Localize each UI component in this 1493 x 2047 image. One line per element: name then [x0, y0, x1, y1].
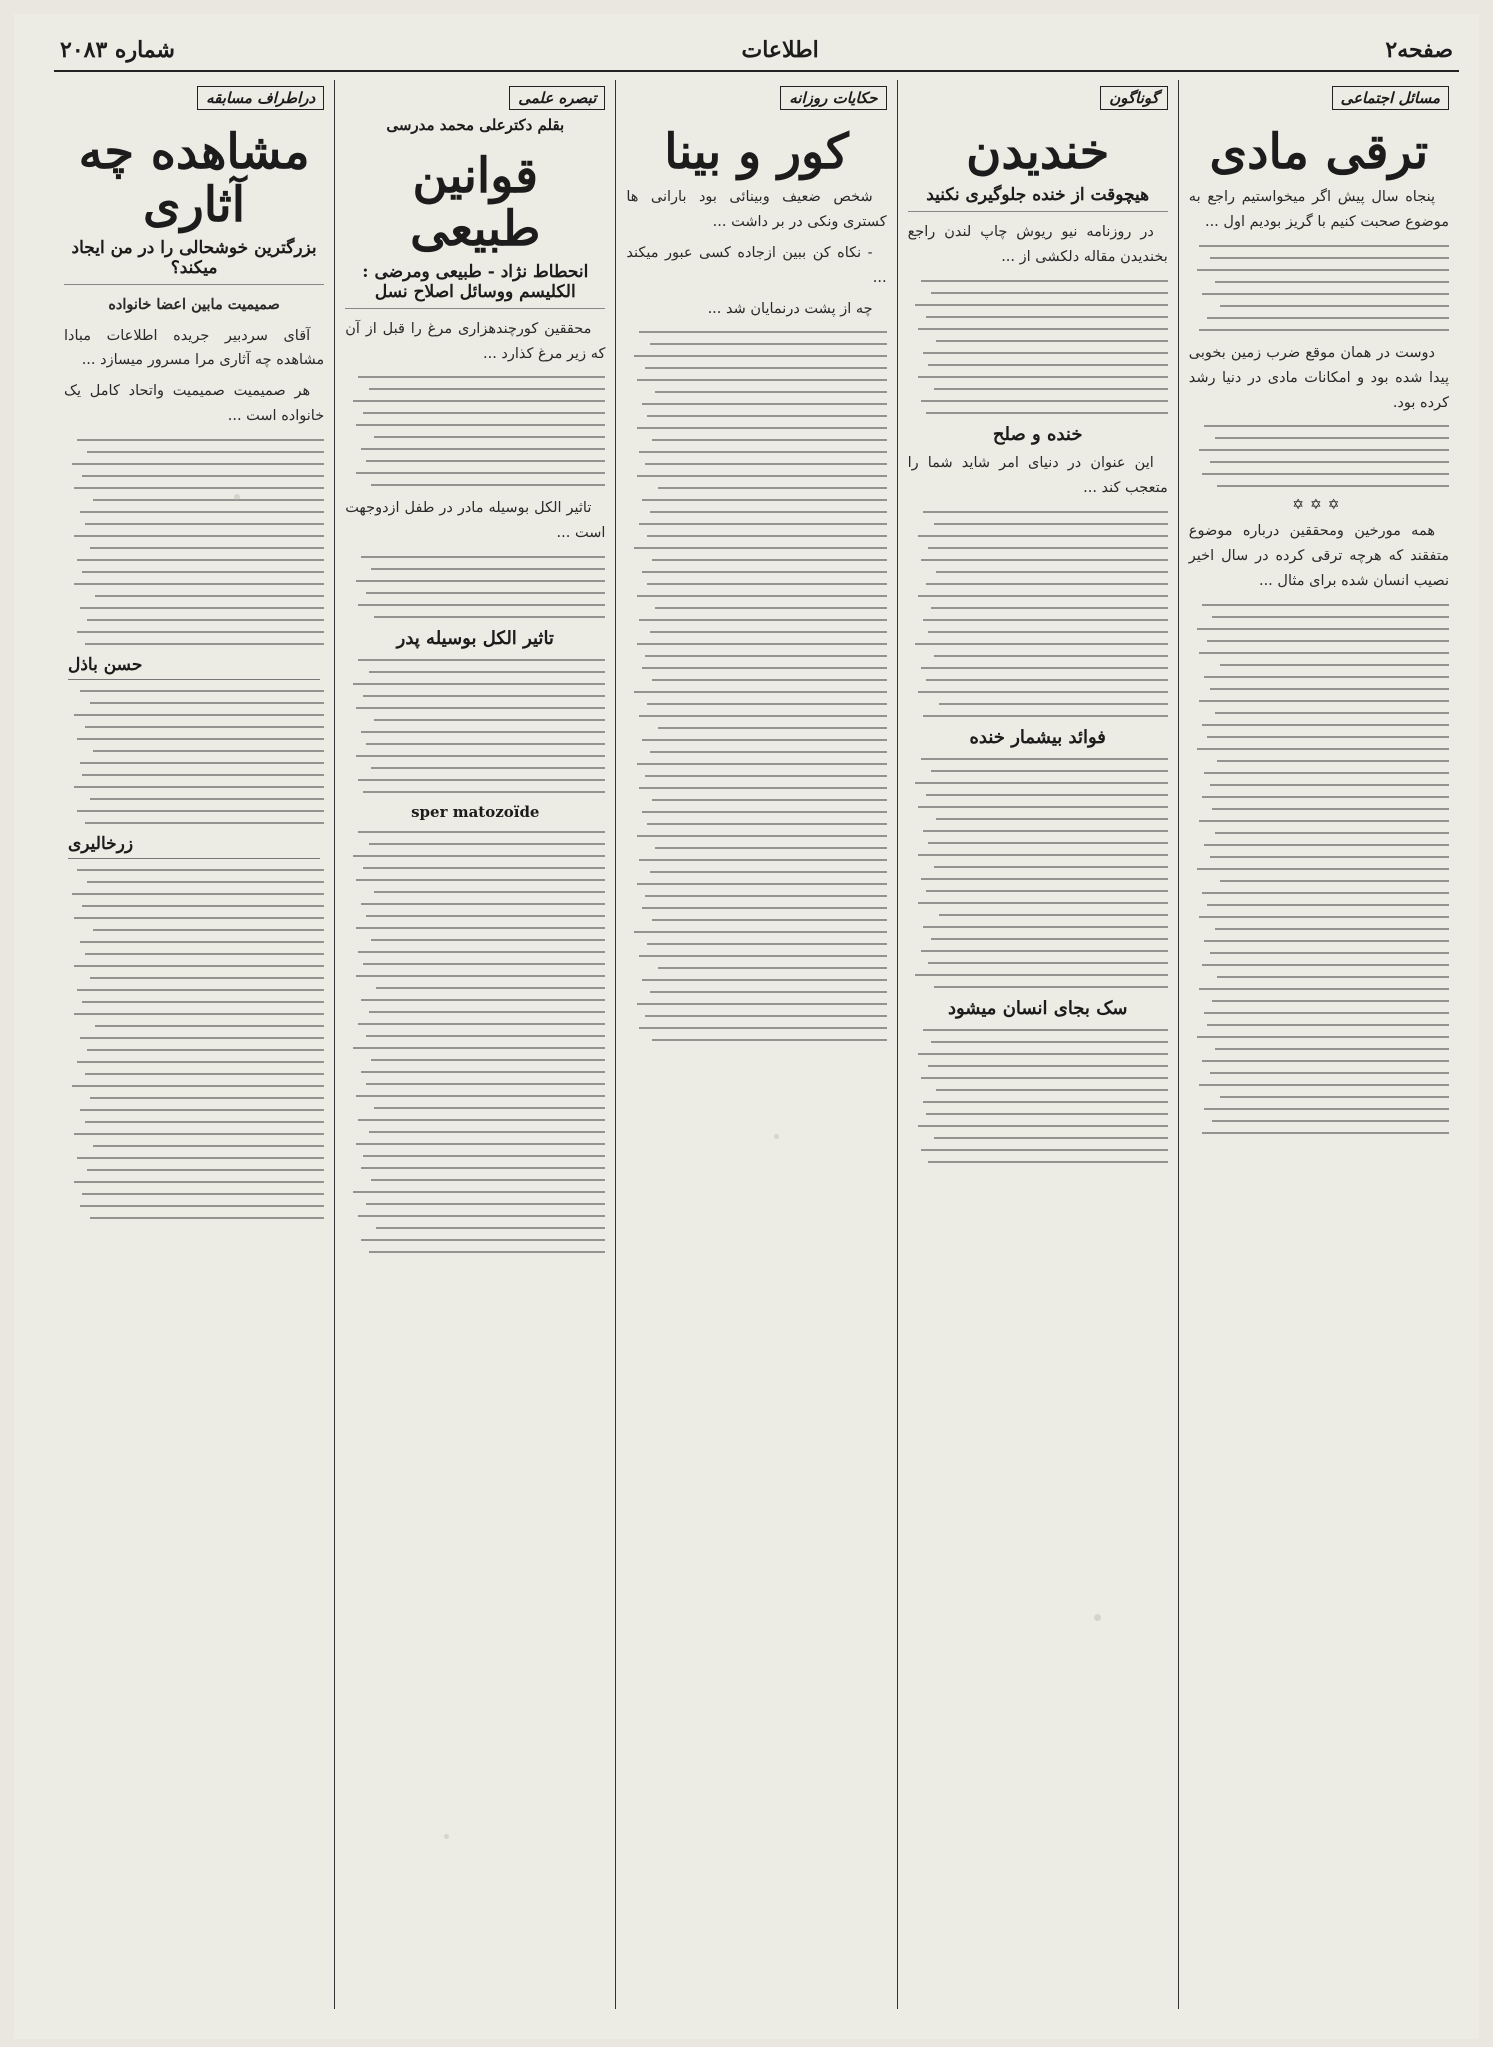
paragraph: تاثیر الکل بوسیله مادر در طفل ازدوجهت است ... — [345, 500, 606, 542]
paragraph: در روزنامه نیو ریوش چاپ لندن راجع بخندیدن مقاله دلکشی از ... — [907, 223, 1168, 265]
article-body — [64, 293, 324, 430]
paragraph: هر صمیمیت صمیمیت واتحاد کامل یک خانواده است ... — [63, 383, 325, 425]
column-title: ترقی مادی — [1209, 124, 1429, 180]
issue-number: شماره ۲۰۸۳ — [60, 37, 175, 63]
column-title: کور و بینا — [664, 124, 849, 180]
column-subtitle: هیچوقت از خنده جلوگیری نکنید — [908, 185, 1168, 212]
text-lines — [908, 280, 1168, 414]
column-laughing — [897, 80, 1178, 2009]
author-byline: حسن باذل — [68, 655, 320, 680]
column-title: مشاهده چه آثاری — [78, 124, 310, 233]
column-natural-laws — [334, 80, 615, 2009]
page-number: صفحه۲ — [1385, 37, 1453, 63]
section-header: سک بجای انسان میشود — [947, 997, 1128, 1019]
column-label: گوناگون — [1100, 86, 1168, 110]
article-body — [626, 185, 886, 322]
text-lines — [64, 690, 324, 824]
text-lines — [1189, 245, 1449, 331]
paper-speck — [1094, 1614, 1101, 1621]
article-body — [1189, 185, 1449, 235]
paper-name: اطلاعات — [741, 37, 819, 63]
text-lines — [1189, 425, 1449, 487]
column-label: مسائل اجتماعی — [1332, 86, 1449, 110]
column-label: تبصره علمی — [509, 86, 605, 110]
text-lines — [345, 831, 605, 1253]
column-subtitle: انحطاط نژاد - طبیعی ومرضی : الکلیسم ووسائل اصلاح نسل — [345, 262, 605, 309]
column-title: قوانین طبیعی — [410, 148, 541, 257]
paragraph: همه مورخین ومحققین درباره موضوع متفقند که هرچه ترقی کرده در سال اخیر نصیب انسان شده برای مثال ... — [1188, 523, 1449, 590]
article-body — [908, 220, 1168, 270]
paragraph: پنجاه سال پیش اگر میخواستیم راجع به موضوع صحبت کنیم با گریز بودیم اول ... — [1188, 188, 1449, 230]
text-lines — [1189, 604, 1449, 1134]
paragraph: صمیمیت مابین اعضا خانواده — [108, 295, 280, 313]
paper-speck — [234, 494, 240, 500]
article-body — [1189, 341, 1449, 416]
article-body — [345, 317, 605, 367]
divider-stars: ✡✡✡ — [1292, 497, 1346, 514]
column-label: حکایات روزانه — [780, 86, 886, 110]
article-body — [345, 496, 605, 546]
paragraph: محققین کورچندهزاری مرغ را قبل از آن که زیر مرغ کذارد ... — [345, 320, 606, 362]
article-body — [1189, 519, 1449, 594]
text-lines — [345, 376, 605, 486]
section-header: خنده و صلح — [992, 423, 1083, 445]
paper-speck — [444, 1834, 449, 1839]
column-contest — [54, 80, 334, 2009]
text-lines — [908, 758, 1168, 988]
paragraph: آقای سردبیر جریده اطلاعات مبادا مشاهده چه آثاری مرا مسرور میسازد ... — [63, 327, 325, 369]
article-body — [908, 451, 1168, 501]
newspaper-page — [14, 14, 1479, 2039]
column-blind-and-seeing — [615, 80, 896, 2009]
text-lines — [908, 511, 1168, 717]
section-header: sper matozoïde — [411, 803, 540, 822]
section-header: تاثیر الکل بوسیله پدر — [396, 628, 554, 650]
paragraph: - نکاه کن ببین ازجاده کسی عبور میکند ... — [626, 244, 887, 286]
section-header: فوائد بیشمار خنده — [969, 726, 1106, 748]
text-lines — [626, 331, 886, 1041]
paper-speck — [774, 1134, 779, 1139]
paragraph: شخص ضعیف وبینائی بود بارانی ها کستری ونکی در بر داشت ... — [626, 188, 887, 230]
text-lines — [345, 659, 605, 793]
column-title: خندیدن — [966, 124, 1110, 180]
text-lines — [345, 556, 605, 618]
paragraph: چه از پشت درنمایان شد ... — [707, 300, 873, 317]
column-material-progress — [1178, 80, 1459, 2009]
author-kicker: بقلم دکترعلی محمد مدرسی — [386, 116, 565, 134]
text-lines — [908, 1029, 1168, 1163]
column-label: دراطراف مسابقه — [197, 86, 324, 110]
text-lines — [64, 439, 324, 645]
column-subtitle: بزرگترین خوشحالی را در من ایجاد میکند؟ — [64, 238, 324, 285]
paragraph: دوست در همان موقع ضرب زمین بخوبی پیدا شده بود و امکانات مادی در دنیا رشد کرده بود. — [1188, 344, 1449, 411]
author-byline: زرخالیری — [68, 834, 320, 859]
columns — [54, 80, 1459, 2009]
text-lines — [64, 869, 324, 1219]
paragraph: این عنوان در دنیای امر شاید شما را متعجب کند ... — [907, 454, 1168, 496]
masthead — [54, 30, 1459, 72]
